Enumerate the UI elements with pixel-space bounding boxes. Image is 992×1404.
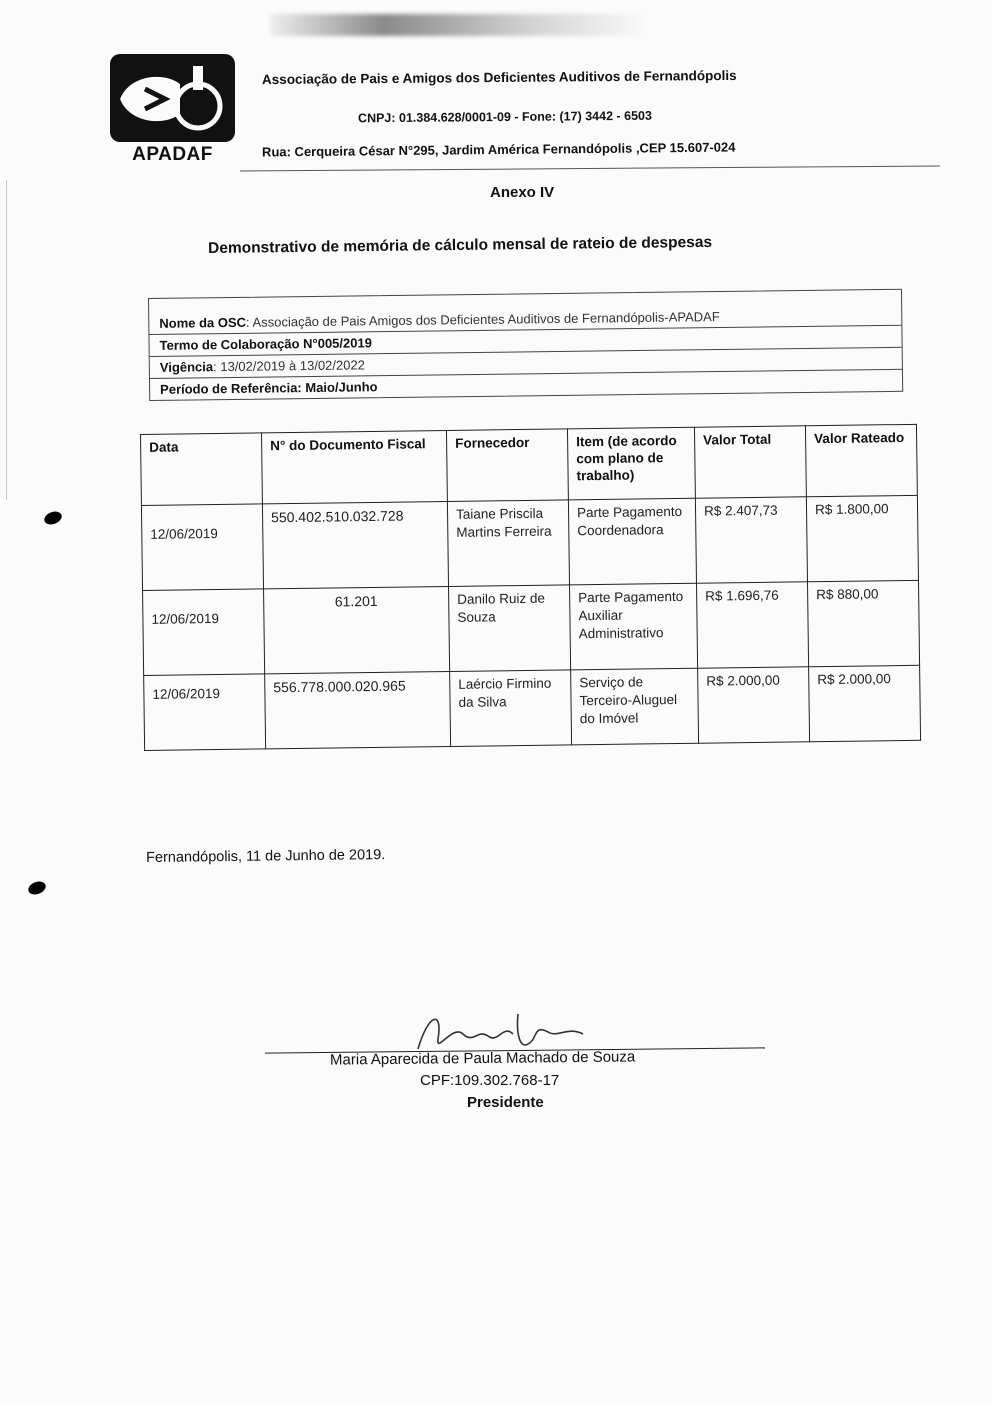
table-row — [141, 495, 918, 590]
table-row — [144, 665, 921, 750]
org-name: Associação de Pais e Amigos dos Deficientes Auditivos de Fernandópolis — [261, 67, 737, 88]
cell-valor-rateado: R$ 2.000,00 — [809, 665, 921, 741]
table-header-row — [141, 424, 918, 505]
cell-data: 12/06/2019 — [143, 589, 265, 676]
ear-icon — [110, 54, 235, 142]
col-header-valor-rateado: Valor Rateado — [805, 424, 917, 496]
vigencia-label: Vigência — [159, 359, 214, 375]
annex-label: Anexo IV — [490, 184, 555, 201]
osc-name-label: Nome da OSC — [159, 314, 247, 331]
page-title: Demonstrativo de memória de cálculo mensal de rateio de despesas — [208, 233, 713, 257]
header-divider — [240, 166, 940, 172]
logo-text: APADAF — [132, 144, 213, 165]
punch-hole — [26, 879, 47, 896]
expense-table-wrapper — [140, 424, 921, 751]
cell-doc: 556.778.000.020.965 — [265, 671, 451, 748]
cell-fornecedor: Taiane Priscila Martins Ferreira — [447, 500, 569, 587]
org-address: Rua: Cerqueira César N°295, Jardim América Fernandópolis ,CEP 15.607-024 — [261, 139, 736, 160]
cell-item: Parte Pagamento Coordenadora — [568, 498, 696, 585]
signatory-role: Presidente — [467, 1094, 544, 1111]
termo-label: Termo de Colaboração N°005/2019 — [159, 335, 372, 353]
cell-doc: 550.402.510.032.728 — [262, 501, 448, 588]
periodo-label: Período de Referência: Maio/Junho — [160, 379, 378, 397]
osc-info-box — [148, 289, 903, 401]
cell-valor-total: R$ 2.000,00 — [698, 667, 810, 743]
osc-name-value: : Associação de Pais Amigos dos Deficientes Auditivos de Fernandópolis-APADAF — [245, 309, 720, 330]
table-row — [143, 580, 920, 675]
col-header-doc: N° do Documento Fiscal — [261, 430, 447, 503]
cell-data: 12/06/2019 — [141, 504, 263, 591]
logo-emblem — [110, 54, 235, 142]
vigencia-value: : 13/02/2019 à 13/02/2022 — [212, 357, 365, 375]
org-cnpj-phone: CNPJ: 01.384.628/0001-09 - Fone: (17) 3442 - 6503 — [357, 108, 652, 126]
cell-doc: 61.201 — [264, 586, 450, 673]
cell-data: 12/06/2019 — [144, 674, 266, 751]
col-header-valor-total: Valor Total — [694, 426, 806, 498]
apadaf-logo — [110, 54, 235, 164]
col-header-data: Data — [141, 433, 263, 506]
cell-fornecedor: Laércio Firmino da Silva — [450, 670, 572, 747]
col-header-item: Item (de acordo com plano de trabalho) — [567, 427, 695, 500]
signatory-name: Maria Aparecida de Paula Machado de Souza — [329, 1048, 636, 1069]
cell-valor-rateado: R$ 1.800,00 — [806, 495, 918, 581]
signatory-cpf: CPF:109.302.768-17 — [420, 1072, 560, 1089]
scan-smudge — [270, 14, 650, 36]
cell-fornecedor: Danilo Ruiz de Souza — [449, 585, 571, 672]
cell-item: Parte Pagamento Auxiliar Administrativo — [570, 583, 698, 670]
place-date: Fernandópolis, 11 de Junho de 2019. — [146, 847, 386, 866]
cell-valor-total: R$ 2.407,73 — [695, 497, 807, 583]
expense-table — [140, 424, 921, 751]
cell-valor-total: R$ 1.696,76 — [697, 582, 809, 668]
cell-item: Serviço de Terceiro-Aluguel do Imóvel — [571, 668, 699, 745]
cell-valor-rateado: R$ 880,00 — [807, 580, 919, 666]
scan-edge — [6, 180, 7, 500]
col-header-fornecedor: Fornecedor — [446, 429, 568, 502]
punch-hole — [42, 509, 63, 526]
